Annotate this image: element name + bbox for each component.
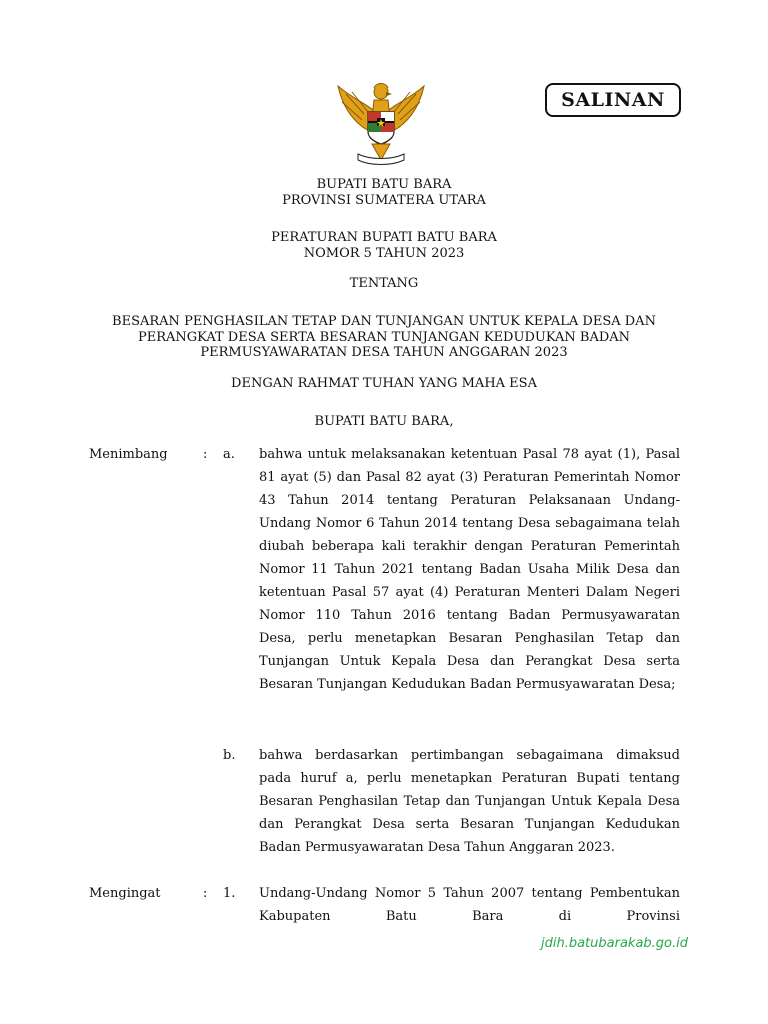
item-letter: b.	[223, 748, 236, 763]
menimbang-label: Menimbang	[89, 447, 168, 462]
blessing-line: DENGAN RAHMAT TUHAN YANG MAHA ESA	[231, 376, 537, 391]
garuda-emblem-icon	[334, 74, 428, 168]
subject-title-line: PERANGKAT DESA SERTA BESARAN TUNJANGAN KEDUDUKAN BADAN	[137, 330, 631, 345]
source-watermark: jdih.batubarakab.go.id	[540, 936, 688, 951]
salinan-stamp: SALINAN	[545, 83, 681, 117]
mengingat-colon: :	[203, 886, 208, 901]
tentang-heading: TENTANG	[349, 276, 419, 291]
menimbang-colon: :	[203, 447, 208, 462]
menimbang-item-a: bahwa untuk melaksanakan ketentuan Pasal 78 ayat (1), Pasal 81 ayat (5) dan Pasal 82 ayat (3) Peraturan Pemerintah Nomor 43 Tahun 2014 tentang Peraturan Pelaksanaan Undang- Undang Nomor 6 Tahun 2014 tentang Desa sebagaimana telah diubah beberapa kali terakhir dengan Peraturan Pemerintah Nomor 11 Tahun 2021 tentang Badan Usaha Milik Desa dan ketentuan Pasal 57 ayat (4) Peraturan Menteri Dalam Negeri Nomor 110 Tahun 2016 tentang Badan Permusyawaratan Desa, perlu menetapkan Besaran Penghasilan Tetap dan Tunjangan Untuk Kepala Desa dan Perangkat Desa serta Besaran Tunjangan Kedudukan Badan Permusyawaratan Desa;	[259, 447, 680, 692]
province-title: PROVINSI SUMATERA UTARA	[282, 193, 486, 208]
subject-title-line: BESARAN PENGHASILAN TETAP DAN TUNJANGAN UNTUK KEPALA DESA DAN	[112, 314, 656, 329]
item-letter: a.	[223, 447, 235, 462]
regulation-title: PERATURAN BUPATI BATU BARA	[271, 230, 497, 245]
menimbang-item-b: bahwa berdasarkan pertimbangan sebagaimana dimaksud pada huruf a, perlu menetapkan Peraturan Bupati tentang Besaran Penghasilan Tetap dan Tunjangan Untuk Kepala Desa dan Perangkat Desa serta Besaran Tunjangan Kedudukan Badan Permusyawaratan Desa Tahun Anggaran 2023.	[259, 748, 680, 855]
regent-title: BUPATI BATU BARA	[316, 177, 452, 192]
mengingat-label: Mengingat	[89, 886, 161, 901]
item-number: 1.	[223, 886, 236, 901]
subject-title-line: PERMUSYAWARATAN DESA TAHUN ANGGARAN 2023	[200, 345, 568, 360]
regulation-number: NOMOR 5 TAHUN 2023	[303, 246, 465, 261]
issuer-line: BUPATI BATU BARA,	[314, 414, 454, 429]
mengingat-item-1: Undang-Undang Nomor 5 Tahun 2007 tentang Pembentukan Kabupaten Batu Bara di Provinsi	[259, 886, 680, 924]
